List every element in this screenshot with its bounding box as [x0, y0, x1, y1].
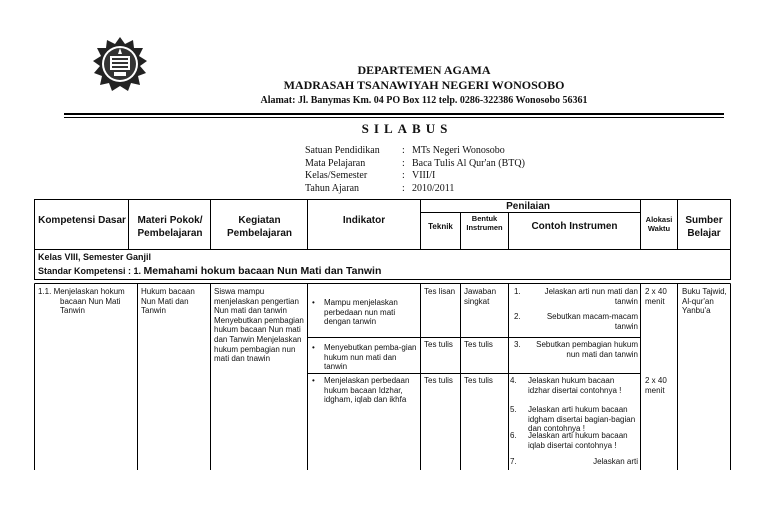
- contoh-num: 5.: [510, 405, 517, 414]
- contoh-text: Jelaskan hukum bacaan idzhar disertai contohnya !: [528, 376, 622, 395]
- standar-kompetensi: [38, 265, 381, 277]
- contoh-num: 4.: [510, 376, 517, 385]
- info-label: Kelas/Semester: [305, 170, 368, 181]
- contoh-num: 7.: [510, 457, 517, 466]
- bullet-icon: •: [312, 343, 315, 352]
- info-row: [305, 170, 525, 183]
- header-penilaian: Penilaian: [506, 201, 550, 212]
- info-label: Mata Pelajaran: [305, 157, 366, 169]
- contoh-num: 3.: [514, 340, 521, 349]
- indikator-row-2: [312, 343, 418, 372]
- page-title: SILABUS: [361, 121, 453, 136]
- standar-text: Memahami hokum bacaan Nun Mati dan Tanwin: [143, 265, 382, 277]
- contoh-row-3-item-4: [510, 457, 638, 467]
- contoh-num: 1.: [514, 287, 521, 296]
- contoh-text: Sebutkan pembagian hukum nun mati dan tanwin: [536, 340, 638, 359]
- header-alokasi-waktu: Alokasi Waktu: [645, 215, 673, 233]
- indikator-text: Mampu menjelaskan perbedaan nun mati dengan tanwin: [324, 298, 398, 327]
- bullet-icon: •: [312, 298, 315, 307]
- materi-text: Hukum bacaan Nun Mati dan Tanwin: [141, 287, 195, 316]
- teknik-row-2: Tes tulis: [424, 340, 453, 349]
- contoh-num: 6.: [510, 431, 517, 440]
- teknik-row-3: Tes tulis: [424, 376, 453, 385]
- contoh-row-3-item-2: [510, 405, 638, 434]
- info-label: Tahun Ajaran: [305, 182, 360, 194]
- teknik-row-1: Tes lisan: [424, 287, 456, 296]
- contoh-text: Jelaskan arti hukum bacaan iqlab disertai contohnya !: [528, 431, 628, 450]
- contoh-text: Jelaskan arti: [593, 457, 638, 466]
- indikator-text: Menyebutkan pemba-gian hukum nun mati dan tanwin: [324, 343, 417, 372]
- info-separator: :: [402, 170, 405, 181]
- info-value: MTs Negeri Wonosobo: [412, 145, 505, 156]
- kelas-semester-label: Kelas VIII, Semester Ganjil: [38, 252, 152, 262]
- kd-text: 1.1. Menjelaskan hokum bacaan Nun Mati Tanwin: [38, 287, 125, 316]
- contoh-text: Jelaskan arti hukum bacaan idgham disertai bagian-bagian dan contohnya !: [528, 405, 636, 434]
- contoh-row-2-item-1: [514, 340, 638, 359]
- contoh-row-1-item-2: [514, 312, 638, 331]
- indikator-row-3: [312, 376, 418, 405]
- header-department: DEPARTEMEN AGAMA: [357, 63, 491, 77]
- alokasi-row-1: 2 x 40 menit: [645, 287, 667, 306]
- info-separator: :: [402, 145, 405, 156]
- info-value: 2010/2011: [412, 182, 455, 194]
- header-sumber-belajar: Sumber Belajar: [685, 215, 723, 239]
- info-value: Baca Tulis Al Qur'an (BTQ): [412, 157, 525, 169]
- contoh-text: Jelaskan arti nun mati dan tanwin: [544, 287, 638, 306]
- header-address: Alamat: Jl. Banymas Km. 04 PO Box 112 telp. 0286-322386 Wonosobo 56361: [260, 95, 588, 106]
- info-value: VIII/I: [412, 170, 436, 181]
- indikator-row-1: [312, 298, 418, 327]
- header-school-name: MADRASAH TSANAWIYAH NEGERI WONOSOBO: [283, 78, 565, 92]
- header-rule-thin: [64, 117, 724, 118]
- alokasi-row-3: 2 x 40 menit: [645, 376, 667, 395]
- header-indikator: Indikator: [342, 215, 386, 226]
- contoh-text: Sebutkan macam-macam tanwin: [546, 312, 638, 331]
- standar-prefix: Standar Kompetensi : 1.: [38, 266, 142, 276]
- header-bentuk-instrumen: Bentuk Instrumen: [466, 214, 503, 232]
- kegiatan-text: Siswa mampu menjelaskan pengertian Nun mati dan tanwin Menyebutkan pembagian hukum bacaan Nun mati dan Tanwin Menjelaskan hukum pembagian nun mati dan tnawin: [214, 287, 304, 364]
- sumber-row-1: Buku Tajwid, Al-qur'an Yanbu'a: [682, 287, 727, 316]
- course-info: [305, 145, 525, 195]
- header-kegiatan: Kegiatan Pembelajaran: [226, 215, 293, 239]
- indikator-text: Menjelaskan perbedaan hukum bacaan Idzhar, idgham, iqlab dan ikhfa: [324, 376, 410, 405]
- contoh-num: 2.: [514, 312, 521, 321]
- info-separator: :: [402, 182, 405, 194]
- header-materi-pokok: Materi Pokok/ Pembelajaran: [137, 215, 203, 239]
- bullet-icon: •: [312, 376, 315, 385]
- info-row: [305, 145, 525, 158]
- info-separator: :: [402, 157, 405, 169]
- bentuk-row-1: Jawaban singkat: [464, 287, 497, 306]
- contoh-row-3-item-1: [510, 376, 638, 395]
- contoh-row-3-item-3: [510, 431, 638, 450]
- contoh-row-1-item-1: [514, 287, 638, 306]
- info-row: [305, 158, 525, 171]
- header-teknik: Teknik: [428, 222, 453, 231]
- bentuk-row-3: Tes tulis: [464, 376, 493, 385]
- header-rule: [64, 113, 724, 115]
- info-row: [305, 183, 525, 196]
- info-label: Satuan Pendidikan: [305, 145, 380, 156]
- header-contoh-instrumen: Contoh Instrumen: [531, 221, 618, 232]
- header-kompetensi-dasar: Kompetensi Dasar: [38, 215, 126, 226]
- bentuk-row-2: Tes tulis: [464, 340, 493, 349]
